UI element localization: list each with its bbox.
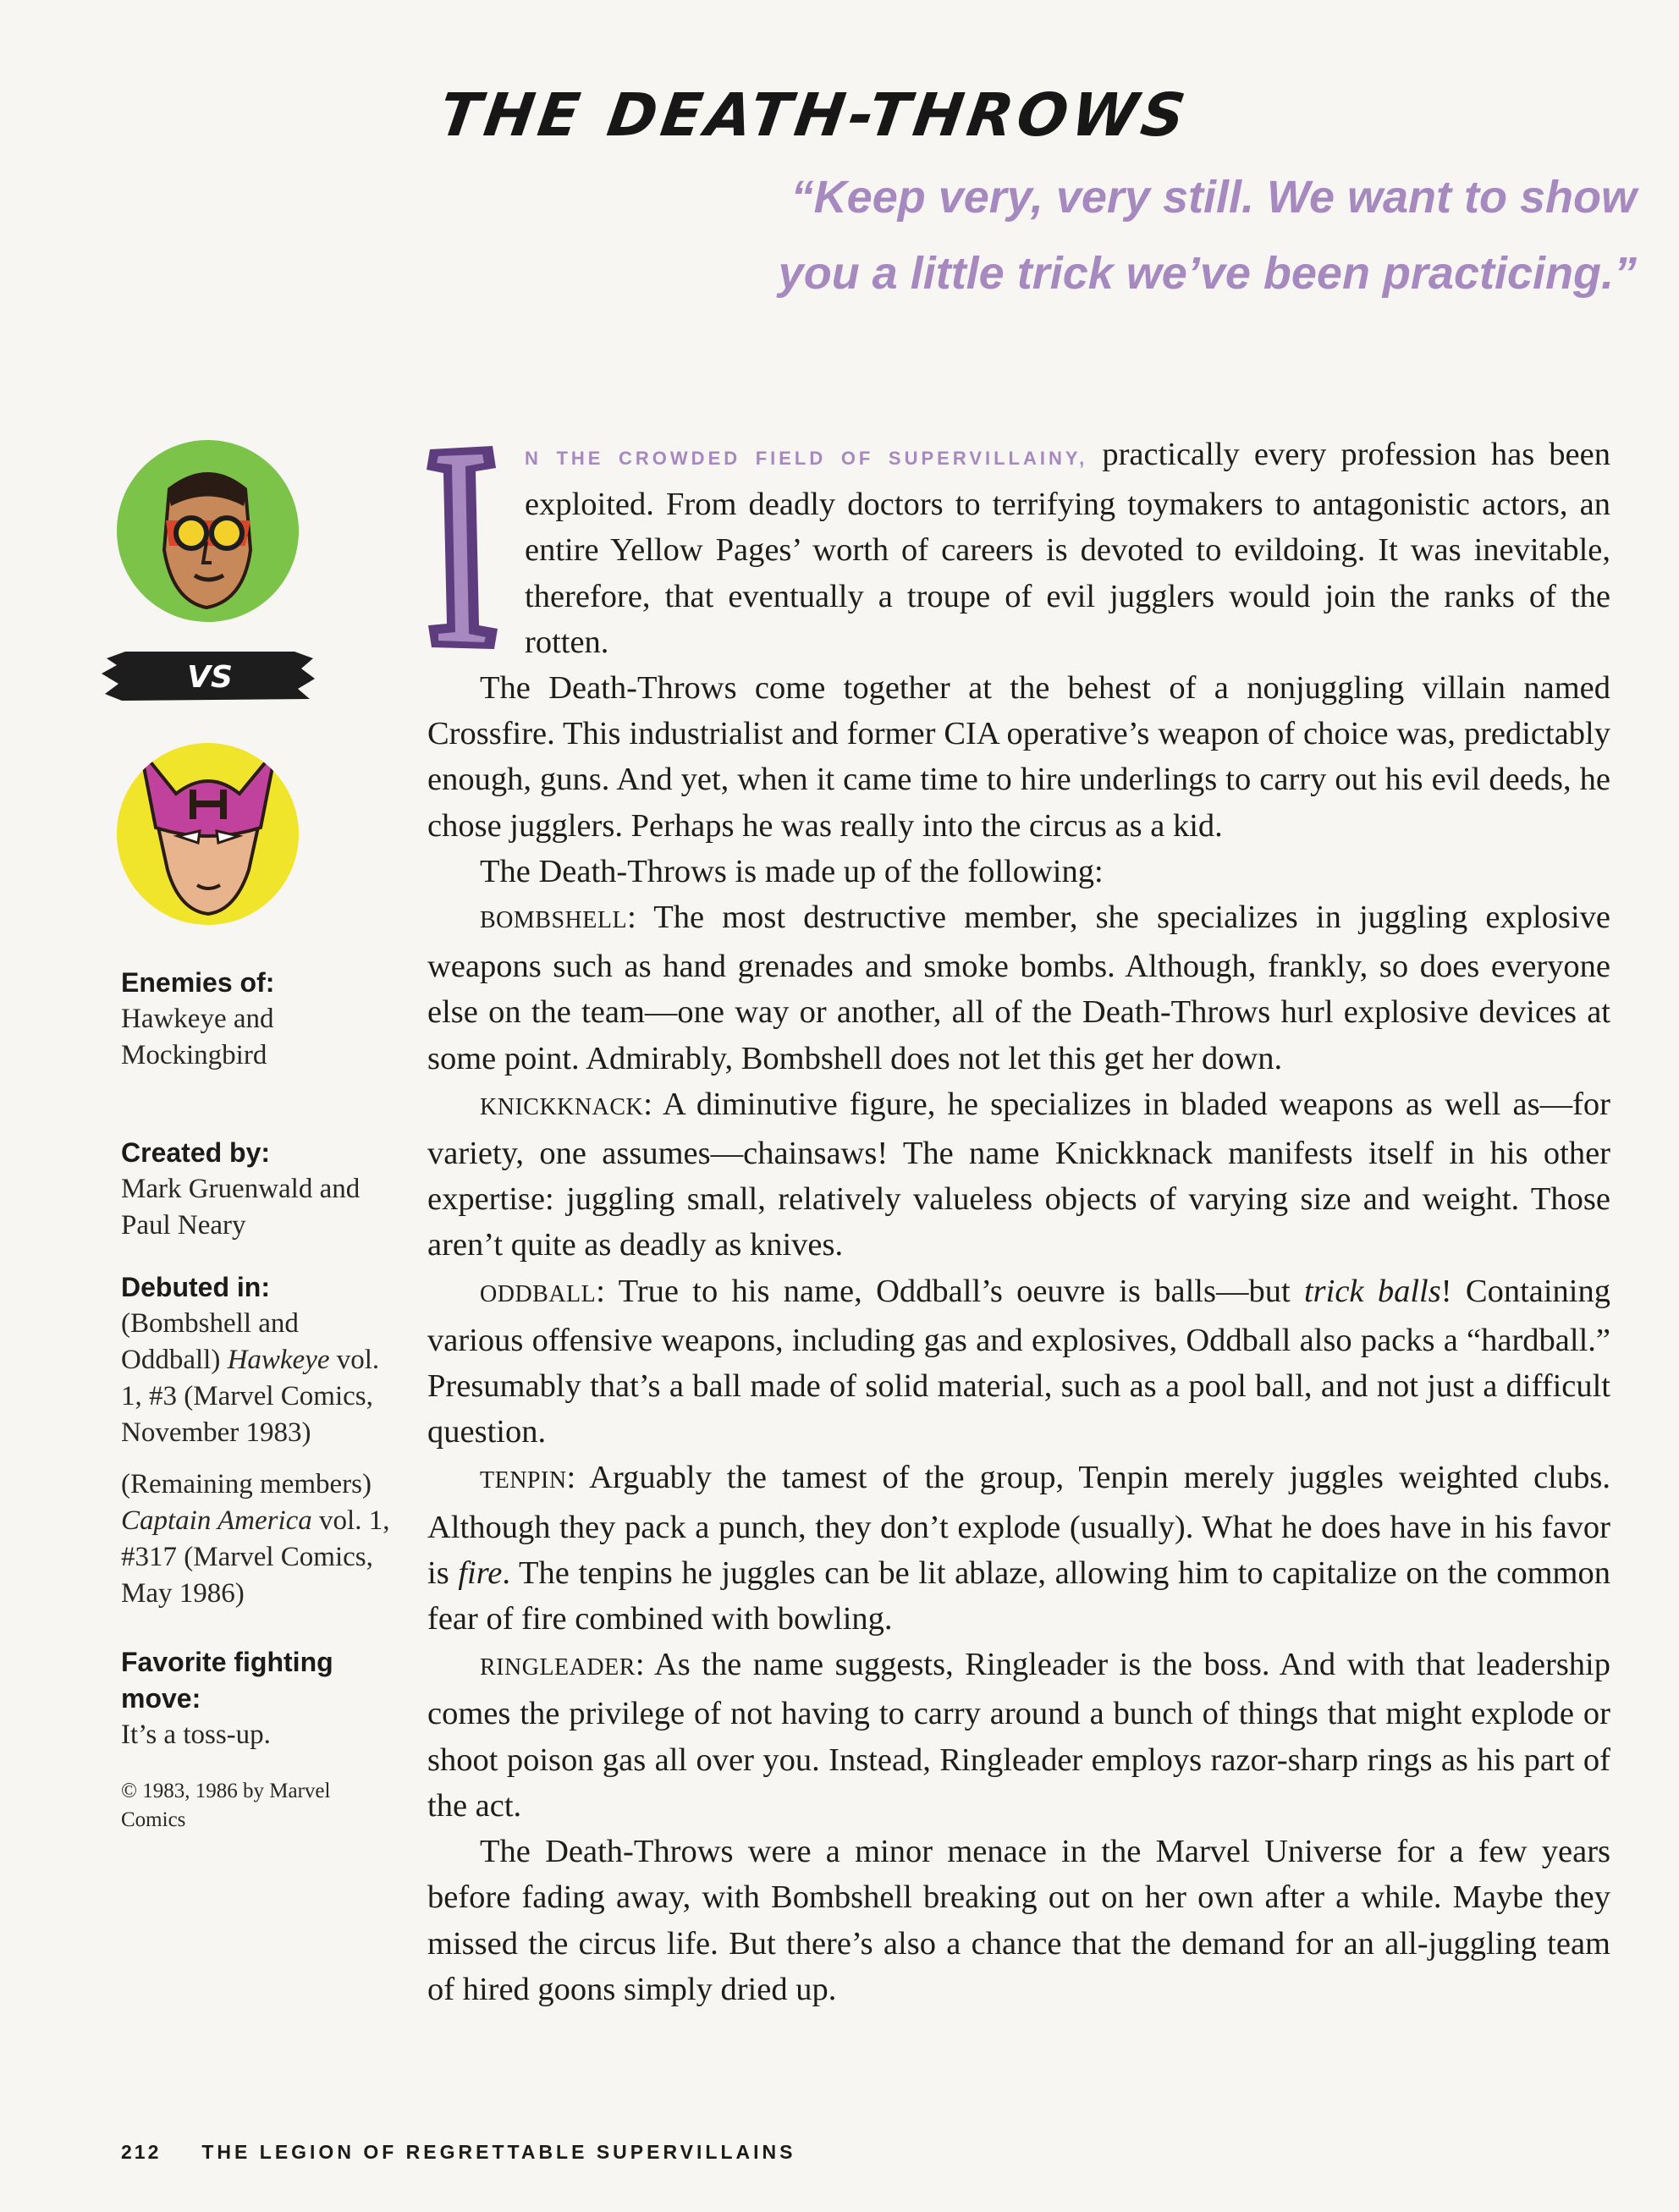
favorite-move-label: Favorite fighting move: — [121, 1647, 333, 1714]
paragraph-intro — [525, 432, 1610, 665]
debut-1-rest: vol. 1, #3 (Marvel Comics, November 1983) — [121, 1345, 380, 1448]
tenpin-text-a: : Arguably the tamest of the group, Tenpin merely juggles weighted clubs. Although they pack a punch, they don’t explode (usually). What he does have in his favor is — [427, 1460, 1610, 1591]
debut-entry-2 — [121, 1466, 400, 1612]
paragraph-members-intro: The Death-Throws is made up of the following: — [480, 853, 1104, 889]
paragraph-oddball — [427, 1268, 1610, 1455]
oddball-text-a: : True to his name, Oddball’s oeuvre is balls—but — [596, 1273, 1304, 1309]
debut-2-rest: vol. 1, #317 (Marvel Comics, May 1986) — [121, 1505, 390, 1609]
tenpin-text-b: . The tenpins he juggles can be lit ablaze, allowing him to capitalize on the common fear of fire combined with bowling. — [427, 1554, 1610, 1637]
pull-quote-line-2: you a little trick we’ve been practicing.” — [778, 248, 1637, 299]
member-name-ringleader: RINGLEADER — [480, 1654, 636, 1681]
paragraph-intro-text: practically every profession has been exploited. From deadly doctors to terrifying toymakers to antagonistic actors, an entire Yellow Pages’ worth of careers is devoted to evildoing. It was inevitable, therefore, that eventually a troupe of evil jugglers would join the ranks of the rotten. — [525, 437, 1610, 660]
created-label: Created by: — [121, 1137, 271, 1168]
ringleader-text: : As the name suggests, Ringleader is the boss. And with that leadership comes the privilege of not having to carry around a bunch of things that might explode or shoot poison gas all over you. Instead, Ringleader employs razor-sharp rings as his part of the act. — [427, 1647, 1610, 1824]
hawkeye-portrait — [117, 743, 299, 925]
paragraph-bombshell — [427, 894, 1610, 1081]
lead-in-smallcaps: N THE CROWDED FIELD OF SUPERVILLAINY, — [525, 448, 1088, 469]
enemies-label: Enemies of: — [121, 967, 275, 998]
debuted-label: Debuted in: — [121, 1272, 270, 1302]
paragraph-crossfire: The Death-Throws come together at the behest of a nonjuggling villain named Crossfire. This industrialist and former CIA operative’s weapon of choice was, predictably enough, guns. And yet, when it came time to hire underlings to carry out his evil deeds, he chose jugglers. Perhaps he was really into the circus as a kid. — [427, 670, 1610, 844]
debut-1-lead: (Bombshell and Oddball) — [121, 1308, 299, 1375]
created-value: Mark Gruenwald and Paul Neary — [121, 1174, 361, 1241]
pull-quote — [779, 159, 1637, 311]
member-name-tenpin: TENPIN — [480, 1467, 567, 1494]
drop-cap-char: I — [423, 444, 424, 445]
copyright-note: © 1983, 1986 by Marvel Comics — [121, 1780, 331, 1831]
favorite-move-value: It’s a toss-up. — [121, 1720, 271, 1750]
bombshell-text: : The most destructive member, she specializes in juggling explosive weapons such as hand grenades and smoke bombs. Although, frankly, so does everyone else on the team—one way or another, all of the Death-Throws hurl explosive devices at some point. Admirably, Bombshell does not let this get her down. — [427, 900, 1610, 1076]
oddball-italic: trick balls — [1303, 1273, 1441, 1309]
oddball-text-b: ! Containing various offensive weapons, including gas and explosives, Oddball also packs a “hardball.” Presumably that’s a ball made of solid material, such as a pool ball, and not just a difficult question. — [427, 1273, 1610, 1450]
running-book-title: THE LEGION OF REGRETTABLE SUPERVILLAINS — [201, 2141, 796, 2163]
paragraph-ringleader — [427, 1642, 1610, 1829]
debut-2-title: Captain America — [121, 1505, 312, 1536]
enemies-value: Hawkeye and Mockingbird — [121, 1004, 274, 1070]
member-name-oddball: ODDBALL — [480, 1280, 597, 1307]
debut-2-lead: (Remaining members) — [121, 1469, 372, 1499]
crossfire-face-icon — [117, 440, 299, 622]
paragraph-knickknack — [427, 1081, 1610, 1268]
paragraph-tenpin — [427, 1455, 1610, 1642]
knickknack-text: : A diminutive figure, he specializes in bladed weapons as well as—for variety, one assumes—chainsaws! The name Knickknack manifests itself in his other expertise: juggling small, relatively valueless objects of varying size and weight. Those aren’t quite as deadly as knives. — [427, 1086, 1610, 1263]
member-name-knickknack: KNICKKNACK — [480, 1093, 644, 1120]
page-footer — [121, 2141, 795, 2164]
vs-label: VS — [187, 660, 233, 695]
page-number: 212 — [121, 2141, 162, 2163]
tenpin-italic: fire — [458, 1554, 503, 1591]
hawkeye-face-icon — [117, 743, 299, 925]
member-name-bombshell: BOMBSHELL — [480, 907, 628, 934]
vs-banner — [102, 652, 317, 701]
page-title: THE DEATH-THROWS — [435, 80, 1194, 150]
info-sidebar — [121, 965, 400, 1835]
debut-entry-1 — [121, 1306, 400, 1451]
article-body — [427, 432, 1610, 2012]
pull-quote-line-1: “Keep very, very still. We want to show — [790, 172, 1637, 223]
debut-1-title: Hawkeye — [227, 1345, 330, 1375]
crossfire-portrait — [117, 440, 299, 622]
paragraph-conclusion: The Death-Throws were a minor menace in the Marvel Universe for a few years before fading away, with Bombshell breaking out on her own after a while. Maybe they missed the circus life. But there’s also a chance that the demand for an all-juggling team of hired goons simply dried up. — [427, 1834, 1610, 2007]
